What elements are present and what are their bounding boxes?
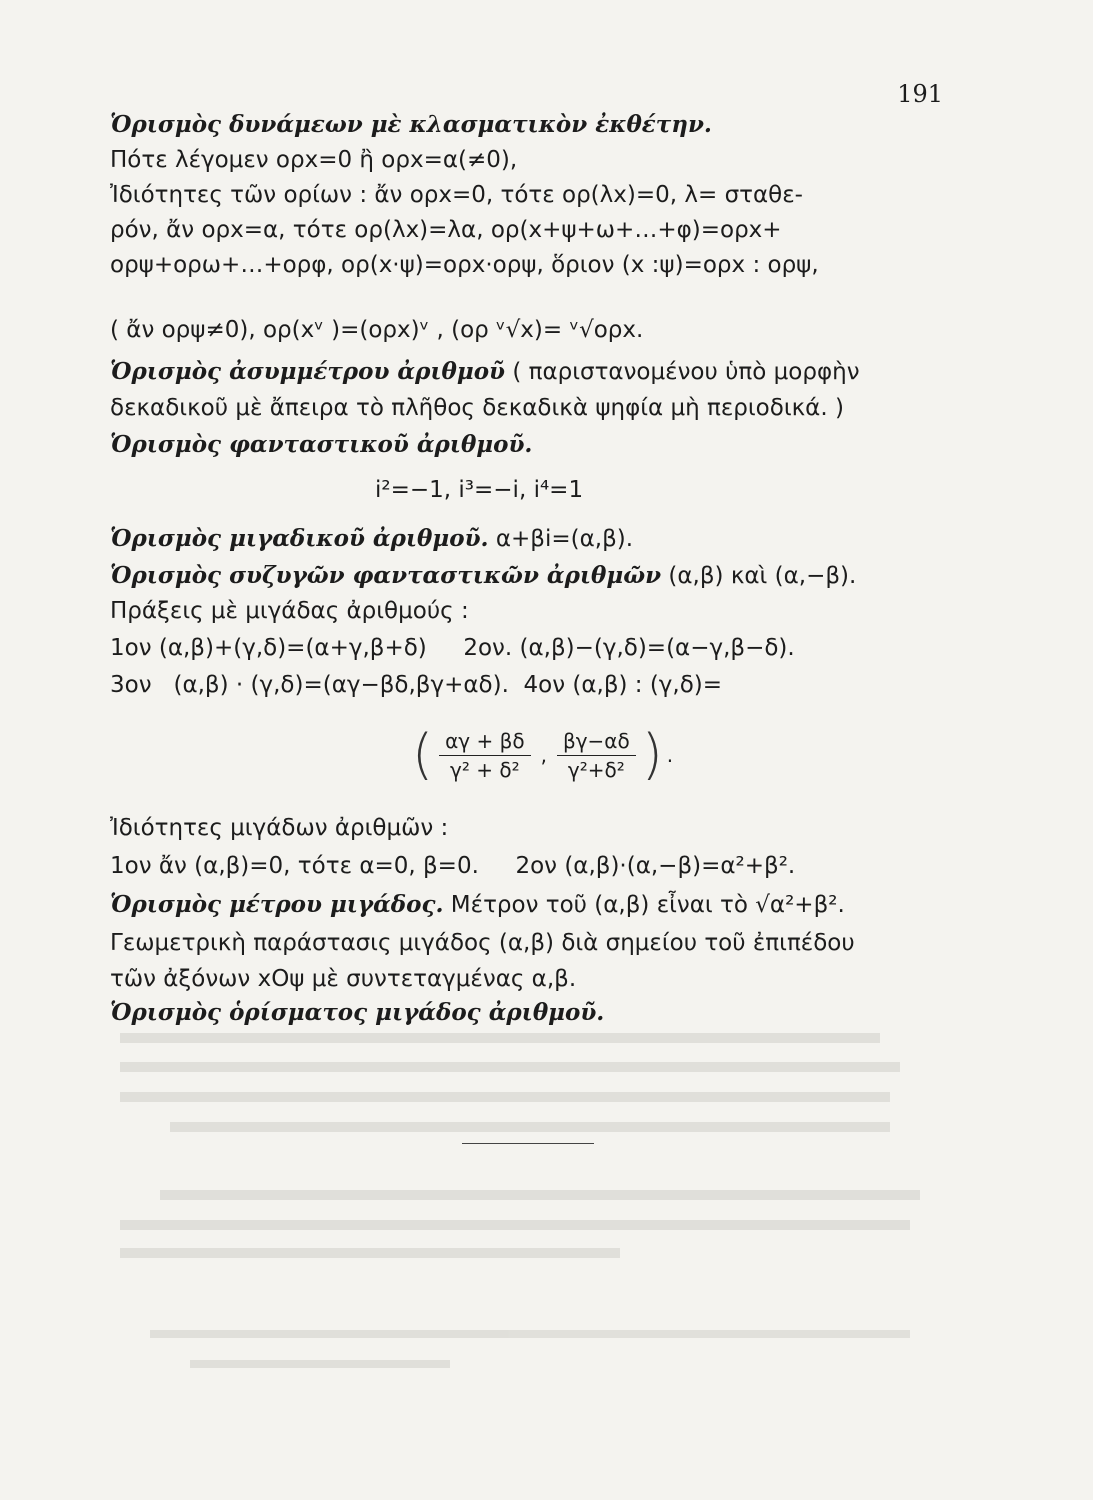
line-heading: Ὁρισμὸς φανταστικοῦ ἀριθμοῦ. xyxy=(110,431,533,458)
ghost-line xyxy=(120,1033,880,1043)
ghost-line xyxy=(160,1190,920,1200)
ghost-line xyxy=(120,1092,890,1102)
line-2 xyxy=(110,145,990,175)
line-text: Πότε λέγομεν ορx=0 ἢ ορx=α(≠0), xyxy=(110,147,518,173)
line-21 xyxy=(110,998,990,1028)
line-text: ( ἄν ορψ≠0), ορ(xᵛ )=(ορx)ᵛ , (ορ ᵛ√x)= ᵛ√ορx. xyxy=(110,317,644,343)
fraction-period: . xyxy=(666,743,674,767)
line-text: Ἰδιότητες τῶν ορίων : ἄν ορx=0, τότε ορ(λx)=0, λ= σταθε- xyxy=(110,182,803,208)
line-text: Ἰδιότητες μιγάδων ἀριθμῶν : xyxy=(110,815,449,841)
line-6 xyxy=(110,315,990,345)
fraction-separator: , xyxy=(540,743,547,767)
line-15 xyxy=(110,670,990,700)
section-end-rule xyxy=(462,1143,594,1144)
fraction-denominator: γ²+δ² xyxy=(567,757,625,782)
fraction-real-part xyxy=(439,729,531,782)
fraction-imaginary-part xyxy=(557,729,636,782)
line-17 xyxy=(110,851,990,881)
line-9 xyxy=(110,430,990,460)
line-heading: Ὁρισμὸς ἀσυμμέτρου ἀριθμοῦ xyxy=(110,358,506,385)
line-text: τῶν ἀξόνων xOψ μὲ συντεταγμένας α,β. xyxy=(110,966,577,992)
line-10 xyxy=(375,475,775,505)
line-heading: Ὁρισμὸς ὁρίσματος μιγάδος ἀριθμοῦ. xyxy=(110,999,605,1026)
line-text: 1ον (α,β)+(γ,δ)=(α+γ,β+δ) 2ον. (α,β)−(γ,δ)=(α−γ,β−δ). xyxy=(110,635,795,661)
fraction-denominator: γ² + δ² xyxy=(450,757,520,782)
line-heading: Ὁρισμὸς συζυγῶν φανταστικῶν ἀριθμῶν xyxy=(110,562,662,589)
page-number: 191 xyxy=(897,80,943,108)
line-heading: Ὁρισμὸς δυνάμεων μὲ κλασματικὸν ἐκθέτην. xyxy=(110,111,712,138)
line-5 xyxy=(110,250,990,280)
ghost-line xyxy=(120,1062,900,1072)
right-paren: ) xyxy=(641,723,663,786)
line-8 xyxy=(110,393,990,423)
line-heading: Ὁρισμὸς μιγαδικοῦ ἀριθμοῦ. xyxy=(110,525,489,552)
line-text: Πράξεις μὲ μιγάδας ἀριθμούς : xyxy=(110,598,469,624)
line-11 xyxy=(110,524,990,554)
line-text: 1ον ἄν (α,β)=0, τότε α=0, β=0. 2ον (α,β)·(α,−β)=α²+β². xyxy=(110,853,796,879)
line-14 xyxy=(110,633,990,663)
line-12 xyxy=(110,561,990,591)
line-text: δεκαδικοῦ μὲ ἄπειρα τὸ πλῆθος δεκαδικὰ ψηφία μὴ περιοδικά. ) xyxy=(110,395,844,421)
fraction-numerator: αγ + βδ xyxy=(439,729,531,756)
ghost-line xyxy=(120,1248,620,1258)
line-text: i²=−1, i³=−i, i⁴=1 xyxy=(375,477,584,503)
line-heading: Ὁρισμὸς μέτρου μιγάδος. xyxy=(110,891,444,918)
line-1 xyxy=(110,110,990,140)
line-text: ρόν, ἄν ορx=α, τότε ορ(λx)=λα, ορ(x+ψ+ω+…+φ)=ορx+ xyxy=(110,217,782,243)
ghost-line xyxy=(190,1360,450,1368)
line-text: Μέτρον τοῦ (α,β) εἶναι τὸ √α²+β². xyxy=(443,892,845,918)
fraction-numerator: βγ−αδ xyxy=(557,729,636,756)
line-text: Γεωμετρικὴ παράστασις μιγάδος (α,β) διὰ σημείου τοῦ ἐπιπέδου xyxy=(110,930,855,956)
line-3 xyxy=(110,180,990,210)
ghost-line xyxy=(120,1220,910,1230)
line-13 xyxy=(110,596,990,626)
line-text: (α,β) καὶ (α,−β). xyxy=(661,563,857,589)
line-20 xyxy=(110,964,990,994)
line-text: ( παριστανομένου ὑπὸ μορφὴν xyxy=(505,359,860,385)
ghost-line xyxy=(150,1330,910,1338)
line-text: 3ον (α,β) · (γ,δ)=(αγ−βδ,βγ+αδ). 4ον (α,β) : (γ,δ)= xyxy=(110,672,723,698)
line-7 xyxy=(110,357,990,387)
line-19 xyxy=(110,928,990,958)
line-4 xyxy=(110,215,990,245)
line-text: ορψ+ορω+…+ορφ, ορ(x·ψ)=ορx·ορψ, ὅριον (x :ψ)=ορx : ορψ, xyxy=(110,252,819,278)
line-16 xyxy=(110,813,990,843)
line-text: α+βi=(α,β). xyxy=(488,526,634,552)
ghost-line xyxy=(170,1122,890,1132)
division-result-fraction xyxy=(412,720,677,790)
left-paren: ( xyxy=(412,723,434,786)
line-18 xyxy=(110,890,990,920)
